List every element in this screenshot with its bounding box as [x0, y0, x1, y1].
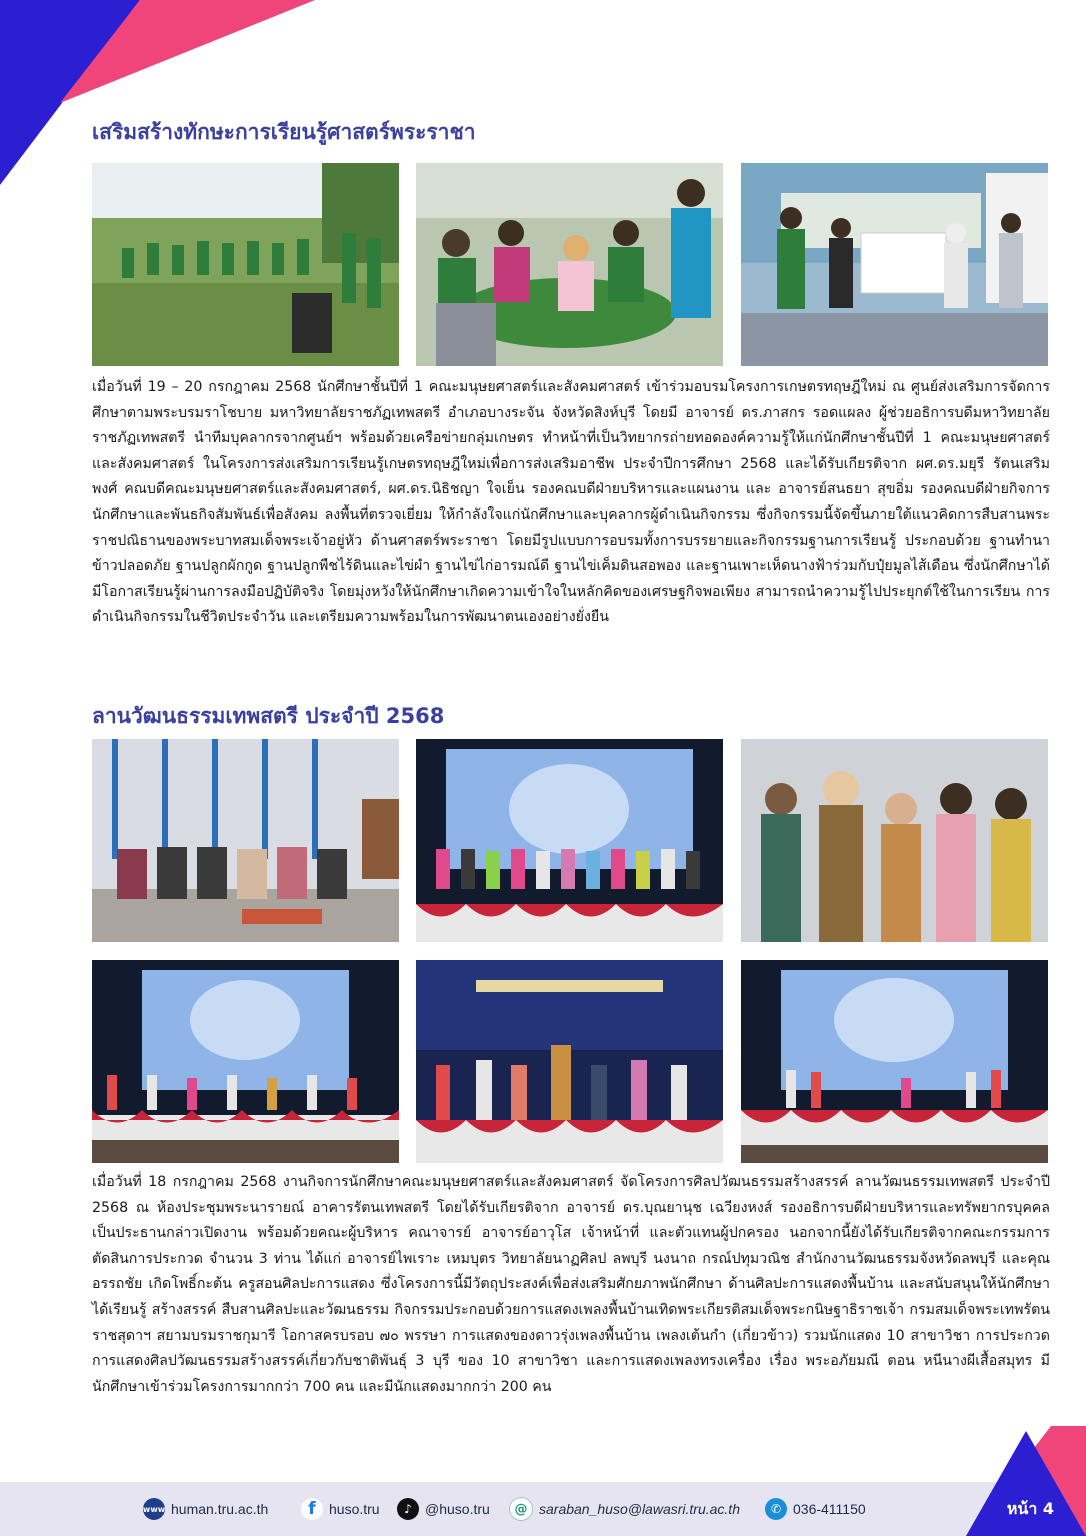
tiktok-icon: ♪ — [397, 1498, 419, 1520]
globe-www-icon: www — [143, 1498, 165, 1520]
footer-website-text: human.tru.ac.th — [171, 1501, 269, 1517]
footer-phone-text: 036-411150 — [793, 1501, 866, 1517]
footer-tiktok[interactable] — [397, 1496, 490, 1522]
photo-stage-dance-2 — [741, 960, 1048, 1163]
photo-stage-group-performers — [416, 739, 723, 942]
section-paragraph-royal-science: เมื่อวันที่ 19 – 20 กรกฎาคม 2568 นักศึกษาชั้นปีที่ 1 คณะมนุษยศาสตร์และสังคมศาสตร์ เข้าร่วมอบรมโครงการเกษตรทฤษฎีใหม่ ณ ศูนย์ส่งเสริมการจัดการศึกษาตามพระบรมราโชบาย มหาวิทยาลัยราชภัฏเทพสตรี อำเภอบางระจัน จังหวัดสิงห์บุรี โดยมี อาจารย์ ดร.ภาสกร รอดแผลง ผู้ช่วยอธิการบดีมหาวิทยาลัยราชภัฏเทพสตรี นำทีมบุคลากรจากศูนย์ฯ พร้อมด้วยเครือข่ายกลุ่มเกษตร ทำหน้าที่เป็นวิทยากรถ่ายทอดองค์ความรู้ให้แก่นักศึกษาชั้นปีที่ 1 คณะมนุษยศาสตร์และสังคมศาสตร์ ในโครงการส่งเสริมการเรียนรู้เกษตรทฤษฎีใหม่เพื่อการส่งเสริมอาชีพ ประจำปีการศึกษา 2568 และได้รับเกียรติจาก ผศ.ดร.มยุรี รัตนเสริมพงศ์ คณบดีคณะมนุษยศาสตร์และสังคมศาสตร์, ผศ.ดร.นิธิชญา ใจเย็น รองคณบดีฝ่ายบริหารและแผนงาน และ อาจารย์สนธยา สุขอิ่ม รองคณบดีฝ่ายกิจการนักศึกษาและพันธกิจสัมพันธ์เพื่อสังคม ลงพื้นที่ตรวจเยี่ยม ให้กำลังใจแก่นักศึกษาและบุคลากรผู้ดำเนินกิจกรรม ซึ่งกิจกรรมนี้จัดขึ้นภายใต้แนวคิดการสืบสานพระราชปณิธานของพระบาทสมเด็จพระเจ้าอยู่หัว ด้านศาสตร์พระราชา โดยมีรูปแบบการอบรมทั้งการบรรยายและกิจกรรมฐานการเรียนรู้ ประกอบด้วย ฐานทำนาข้าวปลอดภัย ฐานปลูกผักกูด ฐานปลูกพืชไร้ดินและไข่ผำ ฐานไข่ไก่อารมณ์ดี ฐานไข่เค็มดินสอพอง และฐานเพาะเห็ดนางฟ้าร่วมกับปุ๋ยมูลไส้เดือน ซึ่งนักศึกษาได้มีโอกาสเรียนรู้ผ่านการลงมือปฏิบัติจริง โดยมุ่งหวังให้นักศึกษาเกิดความเข้าใจในหลักคิดของเศรษฐกิจพอเพียง สามารถนำความรู้ไปประยุกต์ใช้ในการเรียน การดำเนินกิจกรรมในชีวิตประจำวัน และเตรียมความพร้อมในการพัฒนาตนเองอย่างยั่งยืน — [92, 379, 1050, 626]
footer-email[interactable] — [509, 1496, 740, 1522]
photo-executives-seated — [92, 739, 399, 942]
phone-icon: ✆ — [765, 1498, 787, 1520]
photo-presentation-classroom — [741, 163, 1048, 366]
facebook-icon: f — [301, 1498, 323, 1520]
footer-tiktok-text: @huso.tru — [425, 1501, 490, 1517]
section-title-royal-science: เสริมสร้างทักษะการเรียนรู้ศาสตร์พระราชา — [92, 120, 476, 144]
footer-facebook-text: huso.tru — [329, 1501, 380, 1517]
section-title-culture-yard: ลานวัฒนธรรมเทพสตรี ประจำปี 2568 — [92, 704, 445, 728]
photo-rice-field-group — [92, 163, 399, 366]
footer-website[interactable] — [143, 1496, 268, 1522]
photo-stage-drama — [416, 960, 723, 1163]
footer-email-text: saraban_huso@lawasri.tru.ac.th — [539, 1501, 740, 1517]
section-paragraph-culture-yard: เมื่อวันที่ 18 กรกฎาคม 2568 งานกิจการนักศึกษาคณะมนุษยศาสตร์และสังคมศาสตร์ จัดโครงการศิลปวัฒนธรรมสร้างสรรค์ ลานวัฒนธรรมเทพสตรี ประจำปี 2568 ณ ห้องประชุมพระนารายณ์ อาคารรัตนเทพสตรี โดยได้รับเกียรติจาก อาจารย์ ดร.บุณยานุช เฉวียงหงส์ รองอธิการบดีฝ่ายบริหารและทรัพยากรบุคคล เป็นประธานกล่าวเปิดงาน พร้อมด้วยคณะผู้บริหาร คณาจารย์ อาจารย์อาวุโส เจ้าหน้าที่ และตัวแทนผู้ปกครอง นอกจากนี้ยังได้รับเกียรติจากคณะกรรมการตัดสินการประกวด จำนวน 3 ท่าน ได้แก่ อาจารย์ไพเราะ เหมบุตร วิทยาลัยนาฏศิลป ลพบุรี นงนาถ กรณ์ปทุมวณิช สำนักงานวัฒนธรรมจังหวัดลพบุรี และคุณอรรถชัย เกิดโพธิ์กะต้น ครูสอนศิลปะการแสดง ซึ่งโครงการนี้มีวัตถุประสงค์เพื่อส่งเสริมศักยภาพนักศึกษา ด้านศิลปะการแสดงพื้นบ้าน และสนับสนุนให้นักศึกษาได้เรียนรู้ สร้างสรรค์ สืบสานศิลปะและวัฒนธรรม กิจกรรมประกอบด้วยการแสดงเพลงพื้นบ้านเทิดพระเกียรติสมเด็จพระกนิษฐาธิราชเจ้า กรมสมเด็จพระเทพรัตนราชสุดาฯ สยามบรมราชกุมารี โอกาสครบรอบ ๗๐ พรรษา การแสดงของดาวรุ่งเพลงพื้นบ้าน เพลงเต้นกำ (เกี่ยวข้าว) รวมนักแสดง 10 สาขาวิชา การประกวดการแสดงศิลปวัฒนธรรมสร้างสรรค์เกี่ยวกับชาติพันธุ์ 3 บุรี ของ 10 สาขาวิชา และการแสดงเพลงทรงเครื่อง เรื่อง พระอภัยมณี ตอน หนีนางผีเสื้อสมุทร มีนักศึกษาเข้าร่วมโครงการมากกว่า 700 คน และมีนักแสดงมากกว่า 200 คน — [92, 1174, 1050, 1395]
footer-contact-bar — [0, 1482, 1086, 1536]
footer-phone[interactable] — [765, 1496, 866, 1522]
photo-costumed-performers — [741, 739, 1048, 942]
footer-facebook[interactable] — [301, 1496, 380, 1522]
email-icon: @ — [509, 1497, 533, 1521]
corner-decoration-top — [0, 0, 320, 190]
page-number: หน้า 4 — [1006, 1499, 1054, 1518]
photo-stage-dance-1 — [92, 960, 399, 1163]
photo-students-table-activity — [416, 163, 723, 366]
